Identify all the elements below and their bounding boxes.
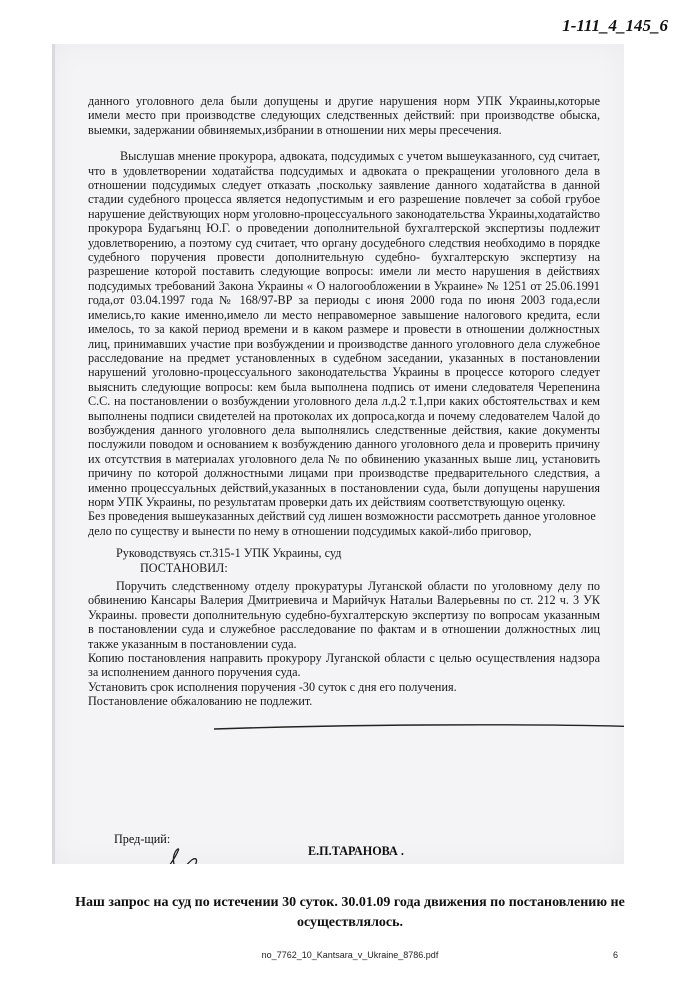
translator-note: Наш запрос на суд по истечении 30 суток. 30.01.09 года движения по постановлению не осуществлялось. — [75, 895, 625, 930]
footer-page-number: 6 — [612, 950, 618, 960]
handwritten-underline — [212, 721, 624, 733]
presiding-label: Пред-щий: — [114, 832, 171, 846]
footer-filename: no_7762_10_Kantsara_v_Ukraine_8786.pdf — [261, 950, 439, 960]
paragraph-order: Поручить следственному отделу прокуратуры Луганской области по уголовному делу по обвинению Кансары Валерия Дмитриевича и Марийчук Натальи Валерьевны по ст. 212 ч. 3 УК Украины. провести дополнительную судебно-бухгалтерскую экспертизу по вопросам указанным в постановлении суда и служебное расследование по фактам и в отношении должностных лиц также указанным в постановлении суда. — [88, 579, 600, 651]
judge-name: Е.П.ТАРАНОВА . — [308, 844, 404, 858]
paragraph-violations: данного уголовного дела были допущены и другие нарушения норм УПК Украины,которые имели место при производстве следующих следственных действий: при производстве обыска, выемки, задержании обвиняемых,избрании в отношении них меры пресечения. — [88, 94, 600, 137]
document-id: 1-111_4_145_6 — [562, 16, 668, 35]
scanned-page — [52, 44, 624, 864]
scan-body — [88, 94, 600, 709]
paragraph-guided-by: Руководствуясь ст.315-1 УПК Украины, суд — [116, 546, 342, 561]
paragraph-no-appeal: Постановление обжалованию не подлежит. — [88, 694, 313, 709]
paragraph-copy: Копию постановления направить прокурору Луганской области с целью осуществления надзора за исполнением данного поручения суда. — [88, 651, 600, 680]
paragraph-court-opinion: Выслушав мнение прокурора, адвоката, подсудимых с учетом вышеуказанного, суд считает, что в удовлетворении ходатайства подсудимых и адвоката о прекращении уголовного дела в отношении подсудимых следует отказать ,поскольку заявление данного ходатайства в данной стадии судебного процесса является недопустимым и его разрешение повлечет за собой грубое нарушение действующих норм уголовно-процессуального законодательства Украины,ходатайство прокурора Будагьянц Ю.Г. о проведении дополнительной бухгалтерской экспертизы подлежит удовлетворению, а поэтому суд считает, что органу досудебного следствия необходимо в порядке судебного поручения провести дополнительную судебно- бухгалтерскую экспертизу на разрешение которой поставить следующие вопросы: имели ли место нарушения в действиях подсудимых требований Закона Украины « О налогообложении в Украине» № 1251 от 25.06.1991 года,от 03.04.1997 года № 168/97-ВР за периоды с июня 2000 года по июня 2003 года,если имелись,то какие именно,имело ли место неправомерное завышение налогового кредита, если имелось, то за какой период времени и в каком размере и провести в отношении должностных лиц, принимавших участие при возбуждении и производстве данного уголовного дела служебное расследование на предмет установленных в судебном заседании, указанных в постановлении нарушений уголовно-процессуального законодательства Украины в процессе которого следует выяснить следующие вопросы: кем была выполнена подпись от имени следователя Черепенина С.С. на постановлении о возбуждении уголовного дела л.д.2 т.1,при каких обстоятельствах и кем выполнены подписи свидетелей на протоколах их допроса,когда и почему следователем Чалой до возбуждения данного уголовного дела выполнялись следственные действия, какие документы послужили поводом и основанием к возбуждению данного уголовного дела и проверить причину их отсутствия в материалах уголовного дела № по обвинению указанных выше лиц, установить причину по которой должностными лицами при производстве предварительного следствия, а именно процессуальных действий,указанных в постановлении суда, были допущены нарушения норм УПК Украины, по результатам проверки дать их действиям соответствующую оценку. — [88, 149, 600, 509]
scan-edge — [52, 44, 55, 864]
paragraph-without-actions: Без проведения вышеуказанных действий суд лишен возможности рассмотреть данное уголовное дело по существу и вынести по нему в отношении подсудимых какой-либо приговор, — [88, 509, 596, 538]
paragraph-deadline: Установить срок исполнения поручения -30 суток с дня его получения. — [88, 679, 457, 694]
ruling-heading: ПОСТАНОВИЛ: — [140, 560, 228, 575]
signature-mark — [152, 839, 212, 864]
